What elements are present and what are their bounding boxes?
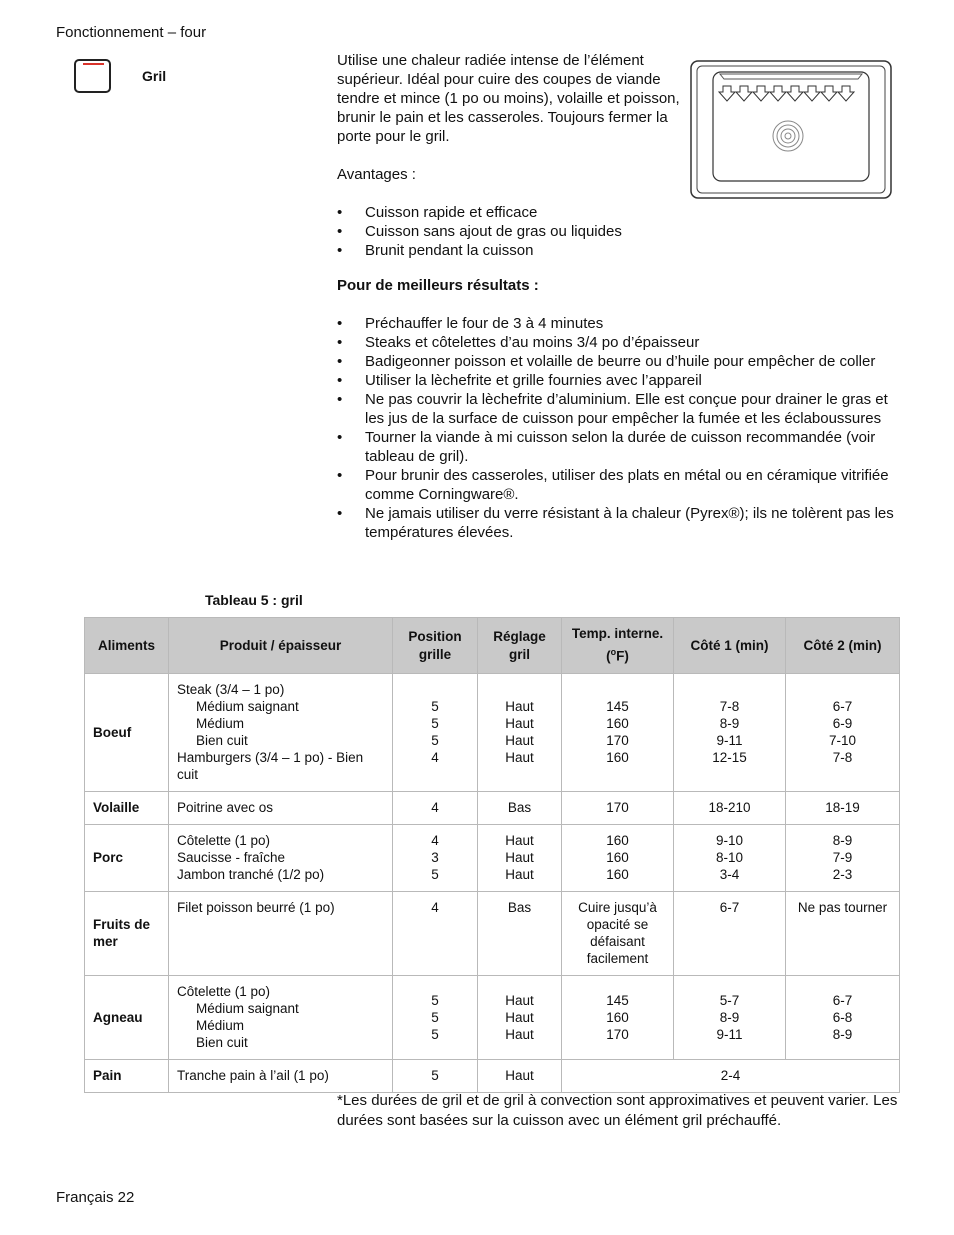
table-row xyxy=(85,976,900,1060)
product-cell: Côtelette (1 po) Médium saignant Médium Bien cuit xyxy=(169,976,393,1060)
product-cell: Côtelette (1 po) Saucisse - fraîche Jambon tranché (1/2 po) xyxy=(169,825,393,892)
broil-table xyxy=(84,617,900,1093)
col-header-product: Produit / épaisseur xyxy=(169,618,393,674)
col-header-food: Aliments xyxy=(85,618,169,674)
table-row xyxy=(85,792,900,825)
col-header-position: Position grille xyxy=(393,618,478,674)
food-cell: Pain xyxy=(85,1060,169,1093)
side2-cell: 6-7 6-8 8-9 xyxy=(786,976,900,1060)
list-item: • Cuisson rapide et efficace xyxy=(337,203,682,222)
description-paragraph: Utilise une chaleur radiée intense de l’élément supérieur. Idéal pour cuire des coupes de viande tendre et mince (1 po ou moins), volaille et poisson, brunir le pain et les casseroles. Toujours fermer la porte pour le gril. xyxy=(337,52,680,145)
side2-cell: 6-7 6-9 7-10 7-8 xyxy=(786,674,900,792)
temp-cell: Cuire jusqu’à opacité se défaisant facilement xyxy=(562,892,674,976)
temp-cell: 160 160 160 xyxy=(562,825,674,892)
list-item: • Brunit pendant la cuisson xyxy=(337,241,682,260)
list-item: • Cuisson sans ajout de gras ou liquides xyxy=(337,222,682,241)
temp-cell: 170 xyxy=(562,792,674,825)
section-header: Fonctionnement – four xyxy=(56,24,207,41)
page-footer: Français 22 xyxy=(56,1189,135,1206)
side1-cell: 9-10 8-10 3-4 xyxy=(674,825,786,892)
setting-cell: Bas xyxy=(478,892,562,976)
setting-cell: Haut Haut Haut xyxy=(478,976,562,1060)
product-cell: Steak (3/4 – 1 po) Médium saignant Médium Bien cuit Hamburgers (3/4 – 1 po) - Bien cuit xyxy=(169,674,393,792)
tips-list xyxy=(337,314,902,542)
table-row xyxy=(85,674,900,792)
side1-cell: 7-8 8-9 9-11 12-15 xyxy=(674,674,786,792)
food-cell: Fruits de mer xyxy=(85,892,169,976)
position-cell: 4 xyxy=(393,792,478,825)
temp-cell: 145 160 170 xyxy=(562,976,674,1060)
setting-cell: Haut Haut Haut Haut xyxy=(478,674,562,792)
list-item: • Tourner la viande à mi cuisson selon la durée de cuisson recommandée (voir tableau de gril). xyxy=(337,428,902,466)
food-cell: Agneau xyxy=(85,976,169,1060)
setting-cell: Bas xyxy=(478,792,562,825)
position-cell: 4 3 5 xyxy=(393,825,478,892)
table-row xyxy=(85,1060,900,1093)
broil-mode-icon xyxy=(74,59,111,93)
food-cell: Boeuf xyxy=(85,674,169,792)
position-cell: 5 5 5 xyxy=(393,976,478,1060)
top-element-indicator xyxy=(83,63,104,65)
table-row xyxy=(85,892,900,976)
table-title: Tableau 5 : gril xyxy=(205,592,303,608)
position-cell: 5 5 5 4 xyxy=(393,674,478,792)
list-item: • Pour brunir des casseroles, utiliser des plats en métal ou en céramique vitrifiée comme Corningware®. xyxy=(337,466,902,504)
list-item: • Steaks et côtelettes d’au moins 3/4 po d’épaisseur xyxy=(337,333,902,352)
product-cell: Filet poisson beurré (1 po) xyxy=(169,892,393,976)
setting-cell: Haut xyxy=(478,1060,562,1093)
table-header-row xyxy=(85,618,900,674)
broil-description-block xyxy=(337,51,682,260)
col-header-temp: Temp. interne. ($^o$F) xyxy=(562,618,674,674)
side1-cell: 5-7 8-9 9-11 xyxy=(674,976,786,1060)
side2-cell: 18-19 xyxy=(786,792,900,825)
list-item: • Préchauffer le four de 3 à 4 minutes xyxy=(337,314,902,333)
product-cell: Tranche pain à l’ail (1 po) xyxy=(169,1060,393,1093)
list-item: • Ne jamais utiliser du verre résistant à la chaleur (Pyrex®); ils ne tolèrent pas les températures élevées. xyxy=(337,504,902,542)
product-cell: Poitrine avec os xyxy=(169,792,393,825)
tips-heading: Pour de meilleurs résultats : xyxy=(337,277,539,294)
mode-label: Gril xyxy=(142,68,167,84)
advantages-heading: Avantages : xyxy=(337,166,416,183)
position-cell: 4 xyxy=(393,892,478,976)
temp-cell: 145 160 170 160 xyxy=(562,674,674,792)
side1-cell: 6-7 xyxy=(674,892,786,976)
col-header-side2: Côté 2 (min) xyxy=(786,618,900,674)
food-cell: Porc xyxy=(85,825,169,892)
col-header-setting: Réglage gril xyxy=(478,618,562,674)
list-item: • Ne pas couvrir la lèchefrite d’aluminium. Elle est conçue pour drainer le gras et les jus de la surface de cuisson pour empêcher la fumée et les éclaboussures xyxy=(337,390,902,428)
table-row xyxy=(85,825,900,892)
timing-note: *Les durées de gril et de gril à convection sont approximatives et peuvent varier. Les durées sont basées sur la cuisson avec un élément gril préchauffé. xyxy=(337,1092,898,1129)
advantages-list xyxy=(337,203,682,260)
col-header-side1: Côté 1 (min) xyxy=(674,618,786,674)
side2-cell: Ne pas tourner xyxy=(786,892,900,976)
oven-broil-illustration xyxy=(690,60,892,199)
position-cell: 5 xyxy=(393,1060,478,1093)
side1-cell: 18-210 xyxy=(674,792,786,825)
list-item: • Badigeonner poisson et volaille de beurre ou d’huile pour empêcher de coller xyxy=(337,352,902,371)
side2-cell: 8-9 7-9 2-3 xyxy=(786,825,900,892)
food-cell: Volaille xyxy=(85,792,169,825)
time-cell: 2-4 xyxy=(562,1060,900,1093)
setting-cell: Haut Haut Haut xyxy=(478,825,562,892)
list-item: • Utiliser la lèchefrite et grille fournies avec l’appareil xyxy=(337,371,902,390)
